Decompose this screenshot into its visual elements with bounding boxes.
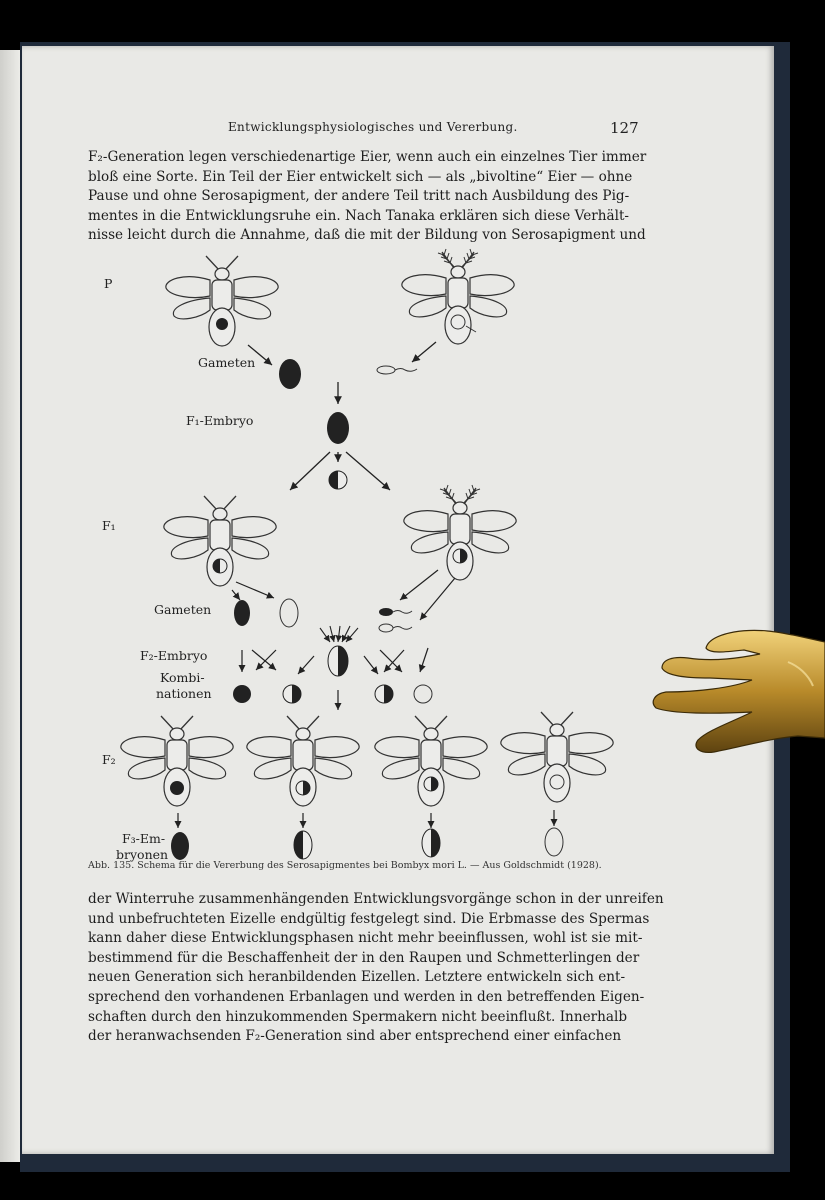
arrow [290, 452, 330, 490]
arrows-converge [320, 626, 358, 642]
arrow [236, 582, 274, 598]
moth-female-f1 [164, 496, 276, 586]
moth-male-f1 [404, 485, 516, 580]
label-f1: F₁ [102, 518, 116, 533]
text-line: der heranwachsenden F₂-Generation sind aber entsprechend einer einfachen [88, 1028, 622, 1045]
arrow [232, 590, 240, 600]
arrow [412, 342, 436, 362]
f1-embryo-egg [327, 412, 349, 444]
text-line: neuen Generation sich heranbildenden Eizellen. Letztere entwickeln sich ent- [88, 969, 626, 986]
paragraph-bottom [88, 890, 664, 1047]
egg-dark [279, 359, 301, 389]
f3-egg-dark [171, 832, 189, 860]
text-line: bloß eine Sorte. Ein Teil der Eier entwickelt sich — als „bivoltine“ Eier — ohne [88, 168, 633, 185]
egg-light [280, 599, 298, 627]
text-line: kann daher diese Entwicklungsphasen nicht mehr beeinflussen, wohl ist sie mit- [88, 930, 643, 947]
f3-egg-half [422, 829, 440, 857]
sperm-light [379, 624, 412, 632]
brass-hand-page-holder [648, 622, 825, 782]
label-f1-embryo: F₁-Embryo [186, 413, 254, 428]
page-number: 127 [610, 119, 639, 137]
sperm-dark [379, 608, 412, 616]
arrow [400, 570, 438, 600]
moth-male-p [402, 249, 514, 344]
f2-embryo-egg [328, 646, 348, 676]
half-circle-embryo [329, 471, 347, 489]
text-line: der Winterruhe zusammenhängenden Entwicklungsvorgänge schon in der unreifen [88, 891, 664, 907]
arrow [420, 578, 455, 620]
combination-dark [233, 685, 251, 703]
text-line: F₂-Generation legen verschiedenartige Eier, wenn auch ein einzelnes Tier immer [88, 149, 647, 165]
text-line: mentes in die Entwicklungsruhe ein. Nach Tanaka erklären sich diese Verhält- [88, 207, 630, 224]
sperm [377, 366, 417, 374]
label-gameten: Gameten [198, 355, 256, 370]
label-gameten: Gameten [154, 602, 212, 617]
label-p: P [104, 276, 113, 291]
text-line: schaften durch den hinzukommenden Spermakern nicht beeinflußt. Innerhalb [88, 1008, 628, 1025]
label-f2-embryo: F₂-Embryo [140, 648, 208, 663]
moth-female-p [166, 256, 278, 346]
text-line: und unbefruchteten Eizelle endgültig festgelegt sind. Die Erbmasse des Spermas [88, 910, 650, 927]
text-line: Pause und ohne Serosapigment, der andere Teil tritt nach Ausbildung des Pig- [88, 188, 630, 205]
running-head: Entwicklungsphysiologisches und Vererbung. [228, 120, 518, 134]
egg-dark [234, 600, 250, 626]
label-kombinationen-2: nationen [156, 686, 212, 701]
arrow [346, 452, 390, 490]
label-f3-embryonen-2: bryonen [116, 847, 169, 862]
figure-caption: Abb. 135. Schema für die Vererbung des Serosapigmentes bei Bombyx mori L. — Aus Goldschmidt (1928). [88, 860, 602, 871]
combination-half [283, 685, 301, 703]
moth-f2-1 [121, 716, 233, 806]
text-line: nisse leicht durch die Annahme, daß die mit der Bildung von Serosapigment und [88, 227, 646, 244]
moth-f2-4 [501, 712, 613, 802]
text-line: sprechend den vorhandenen Erbanlagen und werden in den betreffenden Eigen- [88, 988, 645, 1005]
f3-arrows [178, 810, 554, 828]
moth-f2-3 [375, 716, 487, 806]
f3-egg-half [294, 831, 312, 859]
text-line: bestimmend für die Beschaffenheit der in den Raupen und Schmetterlingen der [88, 949, 640, 966]
moth-f2-2 [247, 716, 359, 806]
label-f3-embryonen-1: F₃-Em- [122, 831, 166, 846]
label-f2: F₂ [102, 752, 116, 767]
label-kombinationen-1: Kombi- [160, 670, 205, 685]
combination-light [414, 685, 432, 703]
combination-half [375, 685, 393, 703]
f3-egg-light [545, 828, 563, 856]
